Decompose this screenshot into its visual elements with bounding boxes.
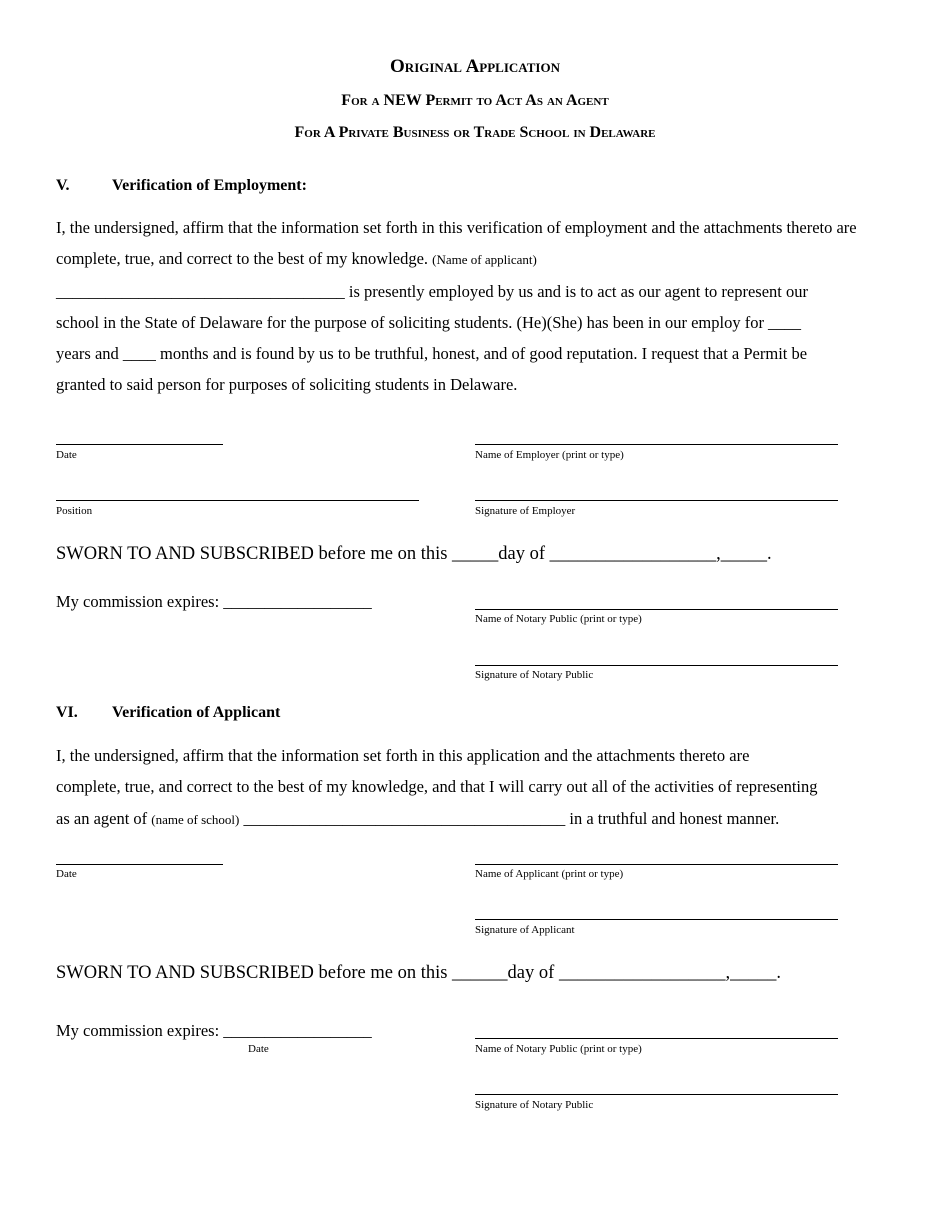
section-6-commission-expires: My commission expires: __________________ — [56, 1021, 372, 1040]
applicant-name-line[interactable] — [475, 864, 838, 865]
section-5-paragraph — [56, 212, 906, 401]
section-5-para-line4: school in the State of Delaware for the purpose of soliciting students. (He)(She) has been in our employ for ____ — [56, 312, 802, 332]
employer-name-line[interactable] — [475, 444, 838, 445]
section-5-heading: Verification of Employment: — [112, 177, 307, 194]
section-6-commission-date-label: Date — [248, 1043, 269, 1055]
section-6-notary-name-label: Name of Notary Public (print or type) — [475, 1043, 642, 1055]
section-5-commission-expires: My commission expires: __________________ — [56, 592, 372, 611]
employer-name-label: Name of Employer (print or type) — [475, 449, 624, 461]
section-6-paragraph — [56, 740, 906, 835]
employer-date-label: Date — [56, 449, 77, 461]
school-name-hint: (name of school) — [151, 811, 240, 827]
section-6-para-line1: I, the undersigned, affirm that the information set forth in this application and the attachments thereto are — [56, 746, 750, 765]
applicant-name-hint: (Name of applicant) — [432, 252, 537, 268]
section-6-notary-name-line[interactable] — [475, 1038, 838, 1039]
section-5-para-line3: ___________________________________ is presently employed by us and is to act as our agent to represent our — [56, 281, 809, 301]
section-5-notary-name-line[interactable] — [475, 609, 838, 610]
section-5-sworn-statement: SWORN TO AND SUBSCRIBED before me on this _____day of __________________,_____. — [56, 544, 772, 564]
section-5-para-line6: granted to said person for purposes of soliciting students in Delaware. — [56, 375, 518, 395]
section-6-heading: Verification of Applicant — [112, 704, 281, 721]
section-5-para-intro: I, the undersigned, affirm that the information set forth in this verification of employment and the attachments thereto are complete, true, and correct to the best of my knowledge. (Name of applicant) — [56, 218, 857, 269]
section-5-para-line5: years and ____ months and is found by us to be truthful, honest, and of good reputation. I request that a Permit be — [56, 344, 808, 364]
section-6-notary-signature-label: Signature of Notary Public — [475, 1099, 594, 1111]
section-5-notary-name-label: Name of Notary Public (print or type) — [475, 613, 642, 625]
position-line[interactable] — [56, 500, 419, 501]
section-5-notary-signature-line[interactable] — [475, 665, 838, 666]
applicant-date-line[interactable] — [56, 864, 223, 865]
form-subtitle-permit: For a NEW Permit to Act As an Agent — [341, 92, 609, 109]
section-6-para-line3: as an agent of (name of school) _______________________________________ in a truthful and honest manner. — [56, 808, 780, 828]
applicant-signature-line[interactable] — [475, 919, 838, 920]
position-label: Position — [56, 505, 93, 517]
applicant-date-label: Date — [56, 868, 77, 880]
section-5-notary-signature-label: Signature of Notary Public — [475, 669, 594, 681]
form-subtitle-school: For A Private Business or Trade School in Delaware — [294, 124, 656, 141]
section-6-number: VI. — [56, 704, 78, 721]
employer-date-line[interactable] — [56, 444, 223, 445]
employer-signature-line[interactable] — [475, 500, 838, 501]
form-title: Original Application — [390, 56, 560, 77]
section-6-sworn-statement: SWORN TO AND SUBSCRIBED before me on this ______day of __________________,_____. — [56, 963, 781, 983]
applicant-signature-label: Signature of Applicant — [475, 924, 575, 936]
applicant-name-label: Name of Applicant (print or type) — [475, 868, 624, 880]
section-6-notary-signature-line[interactable] — [475, 1094, 838, 1095]
employer-signature-label: Signature of Employer — [475, 505, 576, 517]
section-6-para-line2: complete, true, and correct to the best of my knowledge, and that I will carry out all of the activities of representing — [56, 777, 818, 797]
section-5-number: V. — [56, 177, 70, 194]
